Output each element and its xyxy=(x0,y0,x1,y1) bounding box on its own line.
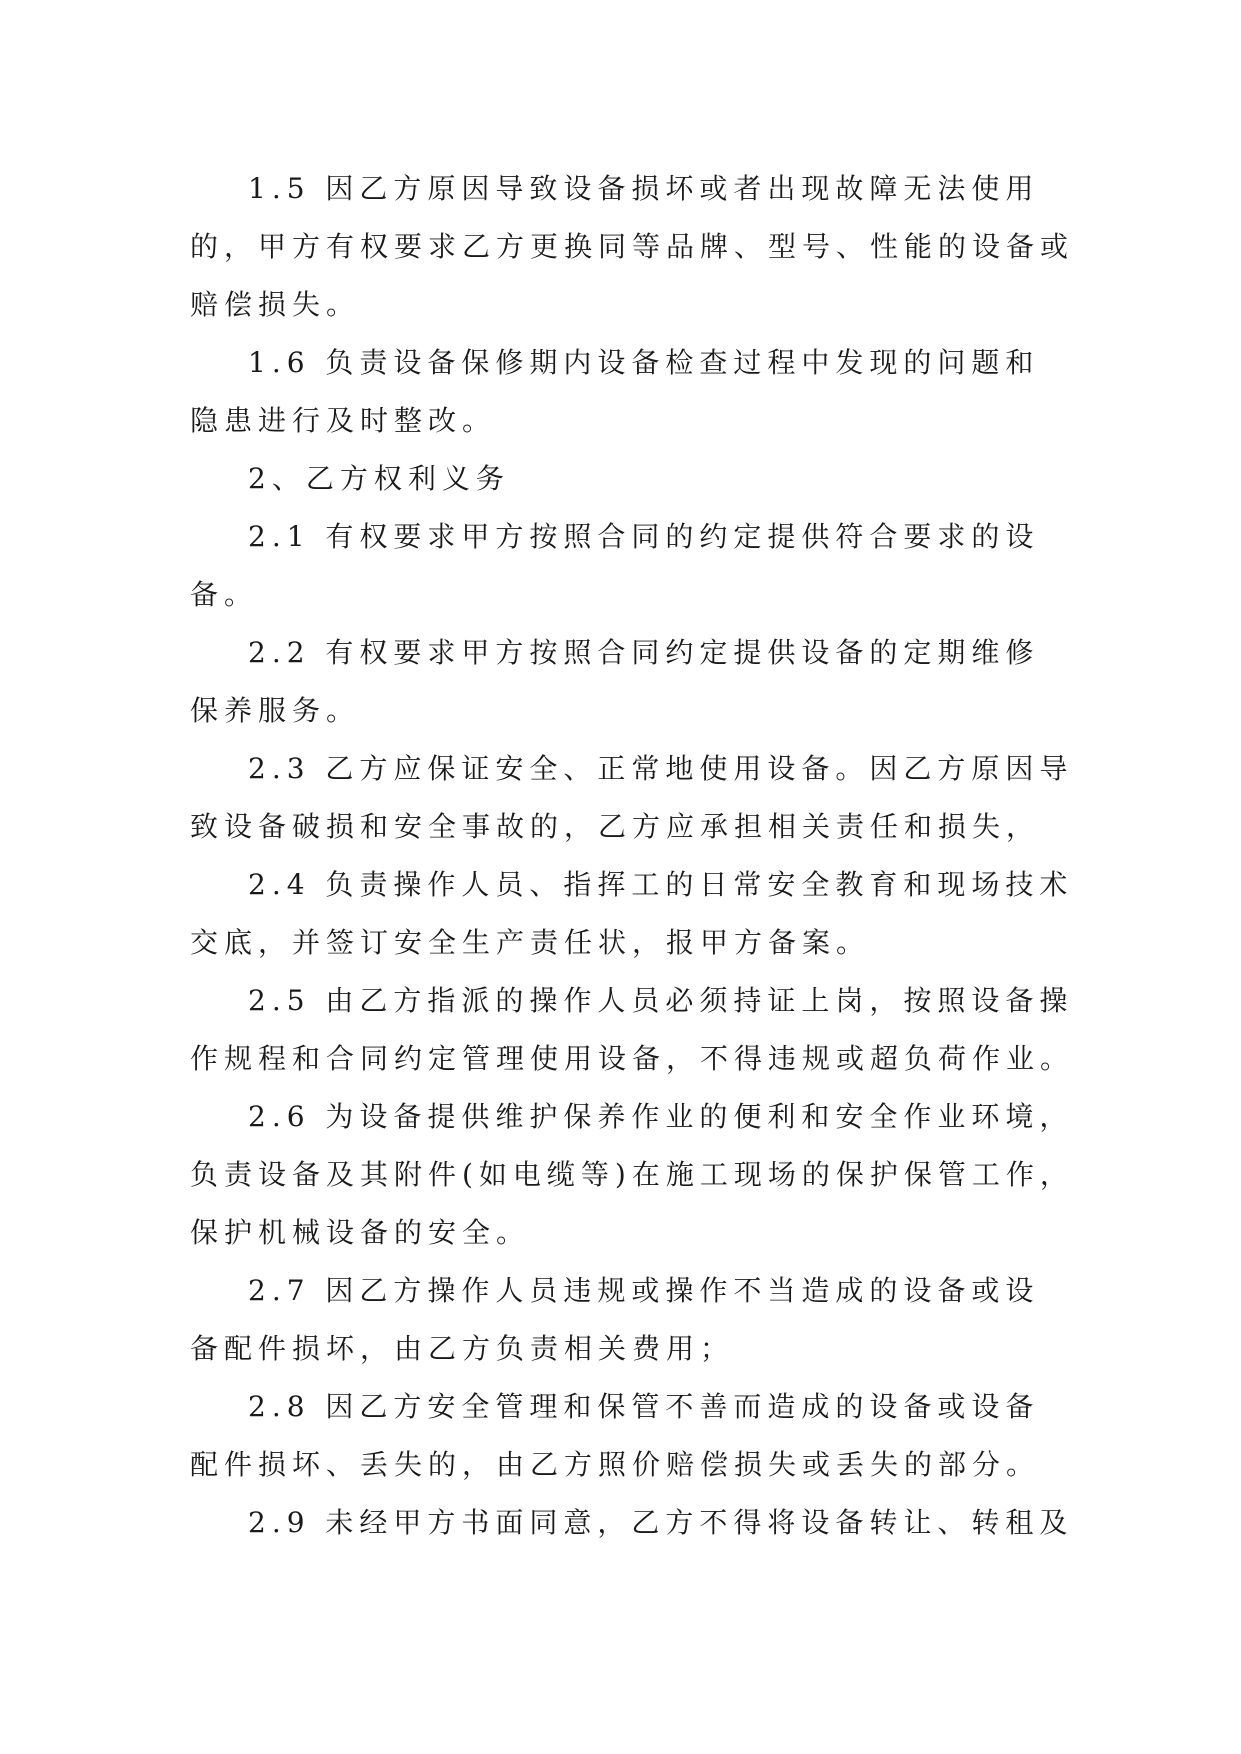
text-line: 1.5 因乙方原因导致设备损坏或者出现故障无法使用 xyxy=(248,172,1040,205)
text-line: 2.4 负责操作人员、指挥工的日常安全教育和现场技术 xyxy=(248,868,1074,901)
text-line: 负责设备及其附件(如电缆等)在施工现场的保护保管工作， xyxy=(190,1158,1074,1191)
text-line: 作规程和合同约定管理使用设备，不得违规或超负荷作业。 xyxy=(190,1042,1075,1075)
text-line: 2.1 有权要求甲方按照合同的约定提供符合要求的设 xyxy=(248,520,1040,553)
text-line: 致设备破损和安全事故的，乙方应承担相关责任和损失， xyxy=(190,810,1041,843)
text-line: 保护机械设备的安全。 xyxy=(190,1216,531,1249)
text-line: 交底，并签订安全生产责任状，报甲方备案。 xyxy=(190,926,871,959)
document-body xyxy=(190,160,1075,1552)
text-line: 保养服务。 xyxy=(190,694,361,727)
text-line: 2.8 因乙方安全管理和保管不善而造成的设备或设备 xyxy=(248,1390,1040,1423)
text-line: 2.5 由乙方指派的操作人员必须持证上岗，按照设备操 xyxy=(248,984,1074,1017)
text-line: 的，甲方有权要求乙方更换同等品牌、型号、性能的设备或 xyxy=(190,230,1075,263)
text-line: 备配件损坏，由乙方负责相关费用； xyxy=(190,1332,735,1365)
text-line: 赔偿损失。 xyxy=(190,288,361,321)
text-line: 隐患进行及时整改。 xyxy=(190,404,497,437)
text-line: 2.2 有权要求甲方按照合同约定提供设备的定期维修 xyxy=(248,636,1040,669)
text-line: 2.6 为设备提供维护保养作业的便利和安全作业环境， xyxy=(248,1100,1074,1133)
text-line: 2.7 因乙方操作人员违规或操作不当造成的设备或设 xyxy=(248,1274,1040,1307)
text-line: 2.9 未经甲方书面同意，乙方不得将设备转让、转租及 xyxy=(248,1506,1074,1539)
text-line: 1.6 负责设备保修期内设备检查过程中发现的问题和 xyxy=(248,346,1040,379)
text-line: 备。 xyxy=(190,578,259,611)
text-line: 配件损坏、丢失的，由乙方照价赔偿损失或丢失的部分。 xyxy=(190,1448,1041,1481)
section-heading: 2、乙方权利义务 xyxy=(248,462,510,495)
text-line: 2.3 乙方应保证安全、正常地使用设备。因乙方原因导 xyxy=(248,752,1074,785)
